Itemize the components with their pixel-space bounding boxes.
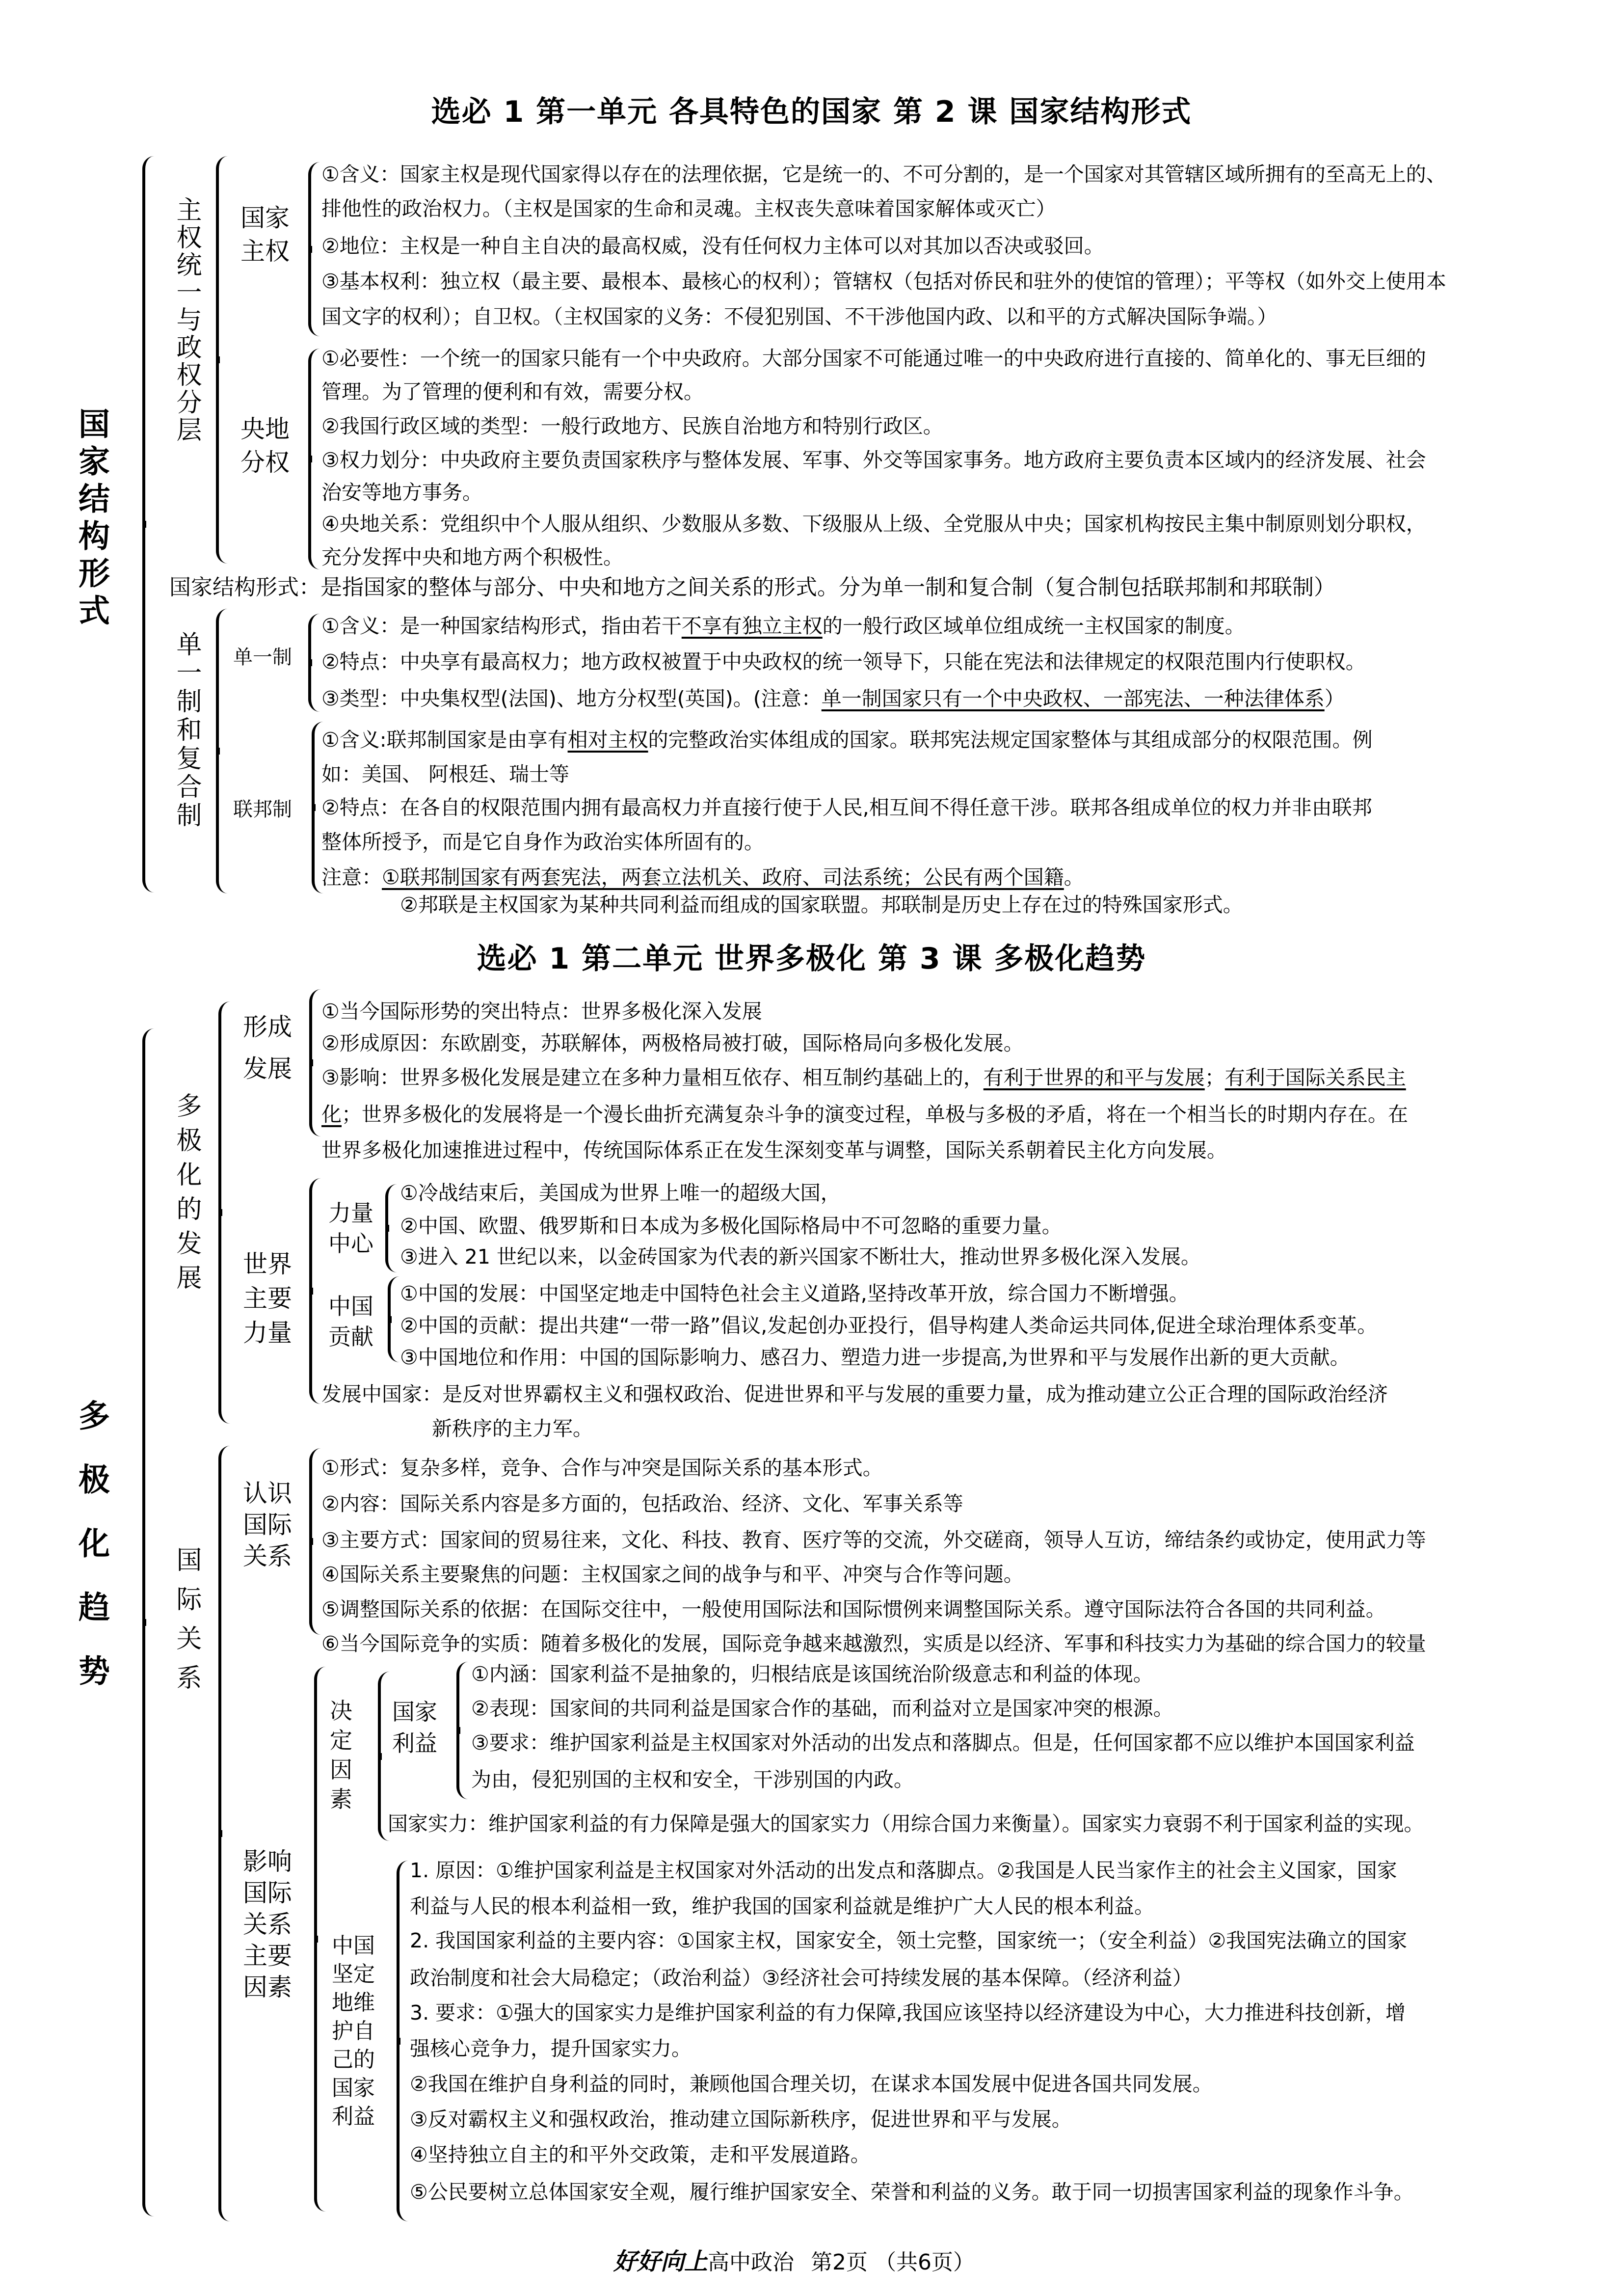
footer-logo: 好好向上 bbox=[613, 2248, 708, 2275]
china-interest-label-2: 坚定 bbox=[332, 1962, 375, 1987]
unitary-line-3-post: ） bbox=[1324, 687, 1345, 710]
china-contrib-line-1: ①中国的发展：中国坚定地走中国特色社会主义道路,坚持改革开放，综合国力不断增强。 bbox=[400, 1282, 1189, 1305]
china-interest-line-2: 利益与人民的根本利益相一致，维护我国的国家利益就是维护广大人民的根本利益。 bbox=[410, 1894, 1154, 1918]
developing-line-1: 发展中国家：是反对世界霸权主义和强权政治、促进世界和平与发展的重要力量，成为推动建立公正合理的国际政治经济 bbox=[321, 1382, 1388, 1406]
china-interest-line-8: ③反对霸权主义和强权政治，推动建立国际新秩序，促进世界和平与发展。 bbox=[410, 2107, 1072, 2131]
know-ir-line-2: ②内容：国际关系内容是多方面的，包括政治、经济、文化、军事关系等 bbox=[321, 1492, 963, 1515]
formation-line-3-mid: ； bbox=[1204, 1066, 1225, 1089]
sovereignty-line-5: 国文字的权利）；自卫权。（主权国家的义务：不侵犯别国、不干涉他国内政、以和平的方式解决国际争端。） bbox=[321, 305, 1277, 328]
know-ir-label-line3: 关系 bbox=[243, 1542, 292, 1570]
interest-line-1: ①内涵：国家利益不是抽象的，归根结底是该国统治阶级意志和利益的体现。 bbox=[471, 1662, 1153, 1686]
center-line-1: ①冷战结束后，美国成为世界上唯一的超级大国， bbox=[400, 1181, 841, 1205]
federal-line-5-underlined: ①联邦制国家有两套宪法，两套立法机关、政府、司法系统；公民有两个国籍 bbox=[382, 865, 1064, 889]
forces-label bbox=[236, 1247, 299, 1350]
china-contrib-brace bbox=[388, 1276, 399, 1362]
unitary-line-1-post: 的一般行政区域单位组成统一主权国家的制度。 bbox=[822, 614, 1245, 638]
china-interest-line-4: 政治制度和社会大局稳定；（政治利益）③经济社会可持续发展的基本保障。（经济利益） bbox=[410, 1966, 1193, 1990]
china-contrib-line-3: ③中国地位和作用：中国的国际影响力、感召力、塑造力进一步提高,为世界和平与发展作出新的更大贡献。 bbox=[400, 1346, 1350, 1369]
formation-line-5: 世界多极化加速推进过程中，传统国际体系正在发生深刻变革与调整，国际关系朝着民主化方向发展。 bbox=[321, 1138, 1227, 1162]
section1-root-label bbox=[69, 407, 108, 644]
group-a-brace bbox=[216, 156, 228, 564]
decentral-line-6: ④央地关系：党组织中个人服从组织、少数服从多数、下级服从上级、全党服从中央；国家机构按民主集中制原则划分职权， bbox=[321, 512, 1426, 536]
root-brace bbox=[142, 156, 154, 892]
group-a-label bbox=[169, 196, 204, 450]
group-a-label-text: 主权统一与政权分层 bbox=[172, 196, 201, 444]
section2-title: 选必 1 第二单元 世界多极化 第 3 课 多极化趋势 bbox=[477, 942, 1146, 976]
federal-label: 联邦制 bbox=[233, 798, 292, 821]
definition-line: 国家结构形式：是指国家的整体与部分、中央和地方之间关系的形式。分为单一制和复合制（复合制包括联邦制和邦联制） bbox=[169, 575, 1335, 600]
formation-line-3 bbox=[321, 1065, 1406, 1090]
decentral-label-line1: 央地 bbox=[240, 415, 290, 443]
china-contrib-label-line2: 贡献 bbox=[328, 1324, 373, 1350]
sovereignty-label-line1: 国家 bbox=[240, 204, 290, 232]
forces-brace bbox=[309, 1178, 321, 1404]
factors-label-line2: 国际 bbox=[243, 1879, 292, 1907]
unitary-line-3-pre: ③类型：中央集权型(法国)、地方分权型(英国)。(注意： bbox=[321, 687, 822, 710]
know-ir-label-line2: 国际 bbox=[243, 1511, 292, 1539]
sovereignty-line-3: ②地位：主权是一种自主自决的最高权威，没有任何权力主体可以对其加以否决或驳回。 bbox=[321, 234, 1104, 258]
unitary-line-3 bbox=[321, 686, 1345, 711]
know-ir-line-4: ④国际关系主要聚焦的问题：主权国家之间的战争与和平、冲突与合作等问题。 bbox=[321, 1563, 1024, 1586]
interest-label-line1: 国家 bbox=[392, 1699, 437, 1725]
footer-page-number: 第2页 bbox=[811, 2250, 868, 2275]
formation-label-line2: 发展 bbox=[243, 1054, 292, 1083]
china-interest-line-1: 1. 原因：①维护国家利益是主权国家对外活动的出发点和落脚点。②我国是人民当家作主的社会主义国家，国家 bbox=[410, 1859, 1397, 1882]
ir-label-text: 国际关系 bbox=[172, 1546, 201, 1703]
unitary-label: 单一制 bbox=[233, 646, 292, 669]
formation-line-3-pre: ③影响：世界多极化发展是建立在多种力量相互依存、相互制约基础上的， bbox=[321, 1066, 984, 1089]
factors-label-line3: 关系 bbox=[243, 1910, 292, 1939]
china-interest-line-6: 强核心竞争力，提升国家实力。 bbox=[410, 2037, 692, 2060]
china-contrib-line-2: ②中国的贡献：提出共建“一带一路”倡议,发起创办亚投行，倡导构建人类命运共同体,促进全球治理体系变革。 bbox=[400, 1314, 1378, 1337]
national-strength-line: 国家实力：维护国家利益的有力保障是强大的国家实力（用综合国力来衡量）。国家实力衰弱不利于国家利益的实现。 bbox=[388, 1812, 1424, 1836]
section2-root-label-text: 多极化趋势 bbox=[73, 1399, 110, 1718]
china-interest-label-4: 护自 bbox=[332, 2019, 375, 2044]
china-interest-label-5: 己的 bbox=[332, 2047, 375, 2072]
federal-line-1-pre: ①含义:联邦制国家是由享有 bbox=[321, 728, 568, 752]
decisive-label bbox=[326, 1696, 356, 1814]
decisive-label-2: 定 bbox=[330, 1727, 352, 1754]
decentral-line-5: 治安等地方事务。 bbox=[321, 481, 482, 504]
formation-line-1: ①当今国际形势的突出特点：世界多极化深入发展 bbox=[321, 999, 762, 1023]
china-interest-label-3: 地维 bbox=[332, 1990, 375, 2015]
dev-label-text: 多极化的发展 bbox=[172, 1092, 201, 1298]
formation-line-4-post: ；世界多极化的发展将是一个漫长曲折充满复杂斗争的演变过程，单极与多极的矛盾，将在一个相当长的时期内存在。在 bbox=[342, 1103, 1408, 1126]
decentral-line-2: 管理。为了管理的便利和有效，需要分权。 bbox=[321, 380, 704, 404]
formation-label-line1: 形成 bbox=[243, 1013, 292, 1041]
decentral-label bbox=[236, 412, 294, 479]
sovereignty-line-1: ①含义：国家主权是现代国家得以存在的法理依据，它是统一的、不可分割的，是一个国家对其管辖区域所拥有的至高无上的、 bbox=[321, 162, 1446, 186]
decentral-brace bbox=[308, 349, 320, 569]
federal-line-3: ②特点：在各自的权限范围内拥有最高权力并直接行使于人民,相互间不得任意干涉。联邦各组成单位的权力并非由联邦 bbox=[321, 796, 1372, 819]
know-ir-line-5: ⑤调整国际关系的依据：在国际交往中，一般使用国际法和国际惯例来调整国际关系。遵守国际法符合各国的共同利益。 bbox=[321, 1597, 1386, 1621]
developing-line-2: 新秩序的主力军。 bbox=[432, 1417, 593, 1440]
ir-label bbox=[169, 1546, 204, 1710]
sovereignty-label bbox=[236, 201, 294, 268]
china-contrib-label bbox=[324, 1291, 378, 1352]
formation-line-3-underlined-1: 有利于世界的和平与发展 bbox=[983, 1066, 1205, 1089]
center-line-2: ②中国、欧盟、俄罗斯和日本成为多极化国际格局中不可忽略的重要力量。 bbox=[400, 1214, 1062, 1238]
sovereignty-brace bbox=[308, 162, 320, 336]
decisive-label-4: 素 bbox=[330, 1786, 352, 1812]
federal-line-4: 整体所授予，而是它自身作为政治实体所固有的。 bbox=[321, 830, 764, 854]
interest-label bbox=[385, 1696, 444, 1759]
center-label-line1: 力量 bbox=[328, 1200, 373, 1226]
formation-line-4-underlined: 化 bbox=[321, 1103, 342, 1126]
federal-line-2: 如：美国、 阿根廷、瑞士等 bbox=[321, 762, 570, 786]
decisive-label-1: 决 bbox=[330, 1698, 352, 1724]
china-interest-label bbox=[326, 1932, 380, 2131]
group-b-brace bbox=[216, 609, 228, 893]
know-ir-label-line1: 认识 bbox=[243, 1479, 292, 1508]
china-interest-brace bbox=[397, 1861, 408, 2221]
unitary-line-1-underlined: 不享有独立主权 bbox=[681, 614, 823, 638]
footer-subject: 高中政治 bbox=[708, 2250, 795, 2275]
unitary-line-1 bbox=[321, 614, 1245, 638]
federal-line-5-post: 。 bbox=[1064, 865, 1084, 889]
formation-line-4 bbox=[321, 1102, 1408, 1127]
china-interest-line-3: 2. 我国国家利益的主要内容：①国家主权，国家安全，领土完整，国家统一；（安全利益）②我国宪法确立的国家 bbox=[410, 1929, 1408, 1952]
formation-line-3-underlined-2: 有利于国际关系民主 bbox=[1224, 1066, 1406, 1089]
know-ir-line-1: ①形式：复杂多样，竞争、合作与冲突是国际关系的基本形式。 bbox=[321, 1456, 883, 1480]
china-interest-line-5: 3. 要求：①强大的国家实力是维护国家利益的有力保障,我国应该坚持以经济建设为中心，大力推进科技创新，增 bbox=[410, 2001, 1406, 2025]
group-b-label-text: 单一制和复合制 bbox=[172, 631, 201, 830]
interest-label-line2: 利益 bbox=[392, 1730, 437, 1756]
unitary-brace bbox=[308, 614, 320, 712]
factors-brace bbox=[314, 1667, 326, 2212]
center-brace bbox=[385, 1184, 397, 1272]
unitary-line-2: ②特点：中央享有最高权力；地方政权被置于中央政权的统一领导下，只能在宪法和法律规定的权限范围内行使职权。 bbox=[321, 650, 1366, 674]
interest-line-3: ③要求：维护国家利益是主权国家对外活动的出发点和落脚点。但是，任何国家都不应以维护本国国家利益 bbox=[471, 1731, 1415, 1755]
factors-label-line4: 主要 bbox=[243, 1942, 292, 1970]
decentral-label-line2: 分权 bbox=[240, 448, 290, 477]
unitary-line-1-pre: ①含义：是一种国家结构形式，指由若干 bbox=[321, 614, 682, 638]
section2-root-brace bbox=[142, 1028, 154, 2216]
china-interest-label-6: 国家 bbox=[332, 2076, 375, 2101]
federal-line-5 bbox=[321, 865, 1084, 890]
know-ir-line-6: ⑥当今国际竞争的实质：随着多极化的发展，国际竞争越来越激烈，实质是以经济、军事和科技实力为基础的综合国力的较量 bbox=[321, 1632, 1426, 1655]
interest-brace bbox=[456, 1662, 468, 1799]
decentral-line-4: ③权力划分：中央政府主要负责国家秩序与整体发展、军事、外交等国家事务。地方政府主要负责本区域内的经济发展、社会 bbox=[321, 448, 1426, 472]
federal-line-6: ②邦联是主权国家为某种共同利益而组成的国家联盟。邦联制是历史上存在过的特殊国家形式。 bbox=[400, 893, 1243, 917]
section2-root-label bbox=[69, 1399, 108, 1726]
footer-total-pages: （共6页） bbox=[875, 2250, 975, 2275]
forces-label-line1: 世界 bbox=[243, 1250, 292, 1278]
center-line-3: ③进入 21 世纪以来，以金砖国家为代表的新兴国家不断壮大，推动世界多极化深入发展。 bbox=[400, 1245, 1201, 1269]
dev-label bbox=[169, 1092, 204, 1305]
factors-label-line1: 影响 bbox=[243, 1847, 292, 1876]
formation-label bbox=[236, 1006, 299, 1090]
factors-label-line5: 因素 bbox=[243, 1973, 292, 2001]
decentral-line-7: 充分发挥中央和地方两个积极性。 bbox=[321, 545, 623, 569]
china-interest-line-9: ④坚持独立自主的和平外交政策，走和平发展道路。 bbox=[410, 2143, 871, 2166]
sovereignty-label-line2: 主权 bbox=[240, 237, 290, 266]
forces-label-line3: 力量 bbox=[243, 1319, 292, 1347]
center-label bbox=[324, 1198, 378, 1259]
federal-line-5-pre: 注意： bbox=[321, 865, 382, 889]
know-ir-line-3: ③主要方式：国家间的贸易往来，文化、科技、教育、医疗等的交流，外交磋商，领导人互访，缔结条约或协定，使用武力等 bbox=[321, 1528, 1426, 1552]
federal-line-1 bbox=[321, 728, 1373, 752]
china-contrib-label-line1: 中国 bbox=[328, 1293, 373, 1320]
decisive-label-3: 因 bbox=[330, 1756, 352, 1783]
sovereignty-line-2: 排他性的政治权力。（主权是国家的生命和灵魂。主权丧失意味着国家解体或灭亡） bbox=[321, 197, 1056, 220]
know-ir-brace bbox=[309, 1448, 321, 1635]
china-interest-label-1: 中国 bbox=[332, 1933, 375, 1958]
unitary-line-3-underlined: 单一制国家只有一个中央政权、一部宪法、一种法律体系 bbox=[821, 687, 1325, 710]
ir-brace bbox=[218, 1446, 230, 2221]
federal-line-1-post: 的完整政治实体组成的国家。联邦宪法规定国家整体与其组成部分的权限范围。例 bbox=[648, 728, 1373, 752]
dev-brace bbox=[218, 1001, 230, 1424]
know-ir-label bbox=[236, 1478, 299, 1572]
root-label-text: 国家结构形式 bbox=[73, 407, 110, 631]
forces-label-line2: 主要 bbox=[243, 1284, 292, 1313]
decentral-line-1: ①必要性：一个统一的国家只能有一个中央政府。大部分国家不可能通过唯一的中央政府进行直接的、简单化的、事无巨细的 bbox=[321, 347, 1426, 370]
page-footer bbox=[613, 2242, 975, 2276]
china-interest-label-7: 利益 bbox=[332, 2104, 375, 2129]
sovereignty-line-4: ③基本权利：独立权（最主要、最根本、最核心的权利）；管辖权（包括对侨民和驻外的使馆的管理）；平等权（如外交上使用本 bbox=[321, 270, 1446, 293]
interest-line-2: ②表现：国家间的共同利益是国家合作的基础，而利益对立是国家冲突的根源。 bbox=[471, 1697, 1173, 1720]
decentral-line-3: ②我国行政区域的类型：一般行政地方、民族自治地方和特别行政区。 bbox=[321, 414, 943, 438]
group-b-label bbox=[169, 631, 204, 837]
federal-line-1-underlined: 相对主权 bbox=[567, 728, 648, 752]
china-interest-line-7: ②我国在维护自身利益的同时，兼顾他国合理关切，在谋求本国发展中促进各国共同发展。 bbox=[410, 2072, 1213, 2096]
factors-label bbox=[236, 1846, 299, 2003]
formation-line-2: ②形成原因：东欧剧变，苏联解体，两极格局被打破，国际格局向多极化发展。 bbox=[321, 1031, 1024, 1055]
center-label-line2: 中心 bbox=[328, 1230, 373, 1257]
interest-line-4: 为由，侵犯别国的主权和安全，干涉别国的内政。 bbox=[471, 1768, 914, 1791]
section1-title: 选必 1 第一单元 各具特色的国家 第 2 课 国家结构形式 bbox=[431, 95, 1192, 129]
china-interest-line-10: ⑤公民要树立总体国家安全观，履行维护国家安全、荣誉和利益的义务。敢于同一切损害国家利益的现象作斗争。 bbox=[410, 2180, 1414, 2204]
formation-brace bbox=[309, 989, 321, 1136]
